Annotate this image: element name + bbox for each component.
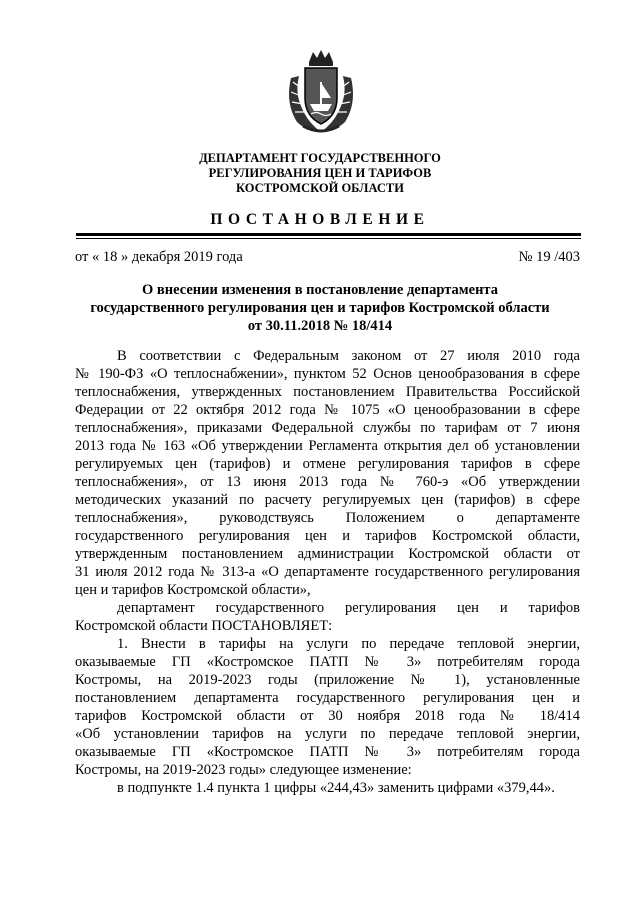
body-line: Федерации от 22 октября 2012 года № 1075 «О ценообразовании в сфере [75,402,580,418]
body-line: методических указаний по расчету регулируемых цен (тарифов) в сфере [75,492,580,508]
body-line: оказываемые ГП «Костромское ПАТП № 3» потребителям города [75,744,580,760]
header-divider-thin [76,238,581,239]
body-line: государственного регулирования цен и тарифов Костромской области, [75,528,580,544]
body-line: теплоснабжения», руководствуясь Положением о департаменте [75,510,580,526]
body-line: В соответствии с Федеральным законом от 27 июля 2010 года [117,348,580,364]
body-line: № 190-ФЗ «О теплоснабжении», пунктом 52 Основ ценообразования в сфере [75,366,580,382]
body-line: тарифов Костромской области от 30 ноября 2018 года № 18/414 [75,708,580,724]
body-line: постановлением департамента государственного регулирования цен и [75,690,580,706]
subject-line-2: государственного регулирования цен и тарифов Костромской области [90,300,550,316]
body-line: утвержденным постановлением администрации Костромской области от [75,546,580,562]
org-name-line-1: ДЕПАРТАМЕНТ ГОСУДАРСТВЕННОГО [199,151,441,165]
document-type-title: ПОСТАНОВЛЕНИЕ [210,211,430,228]
body-line: теплоснабжения», от 13 июня 2013 года № 760-э «Об утверждении [75,474,580,490]
body-line: Костромы, на 2019-2023 годы (приложение № 1), установленные [75,672,580,688]
org-name-line-3: КОСТРОМСКОЙ ОБЛАСТИ [236,181,404,195]
org-name-line-2: РЕГУЛИРОВАНИЯ ЦЕН И ТАРИФОВ [208,166,432,180]
body-line: департамент государственного регулирования цен и тарифов [117,600,580,616]
document-number: № 19 /403 [518,249,580,265]
body-line: Костромской области ПОСТАНОВЛЯЕТ: [75,618,333,634]
body-line: 1. Внести в тарифы на услуги по передаче тепловой энергии, [117,636,580,652]
body-line: в подпункте 1.4 пункта 1 цифры «244,43» заменить цифрами «379,44». [117,780,555,796]
body-line: регулируемых цен (тарифов) и отмене регулирования тарифов в сфере [75,456,580,472]
body-line: Костромы, на 2019-2023 годы» следующее изменение: [75,762,412,778]
body-line: «Об установлении тарифов на услуги по передаче тепловой энергии, [75,726,580,742]
header-divider [76,233,581,236]
body-line: оказываемые ГП «Костромское ПАТП № 3» потребителям города [75,654,580,670]
document-date: от « 18 » декабря 2019 года [75,249,243,265]
coat-of-arms-icon [283,48,359,136]
body-line: теплоснабжения», приказами Федеральной службы по тарифам от 7 июня [75,420,580,436]
body-line: 31 июля 2012 года № 313-а «О департаменте государственного регулирования [75,564,580,580]
subject-line-3: от 30.11.2018 № 18/414 [247,318,393,334]
body-line: теплоснабжения, утвержденных постановлением Правительства Российской [75,384,580,400]
body-line: цен и тарифов Костромской области», [75,582,311,598]
body-line: 2013 года № 163 «Об утверждении Регламента открытия дел об установлении [75,438,580,454]
subject-line-1: О внесении изменения в постановление департамента [142,282,498,298]
